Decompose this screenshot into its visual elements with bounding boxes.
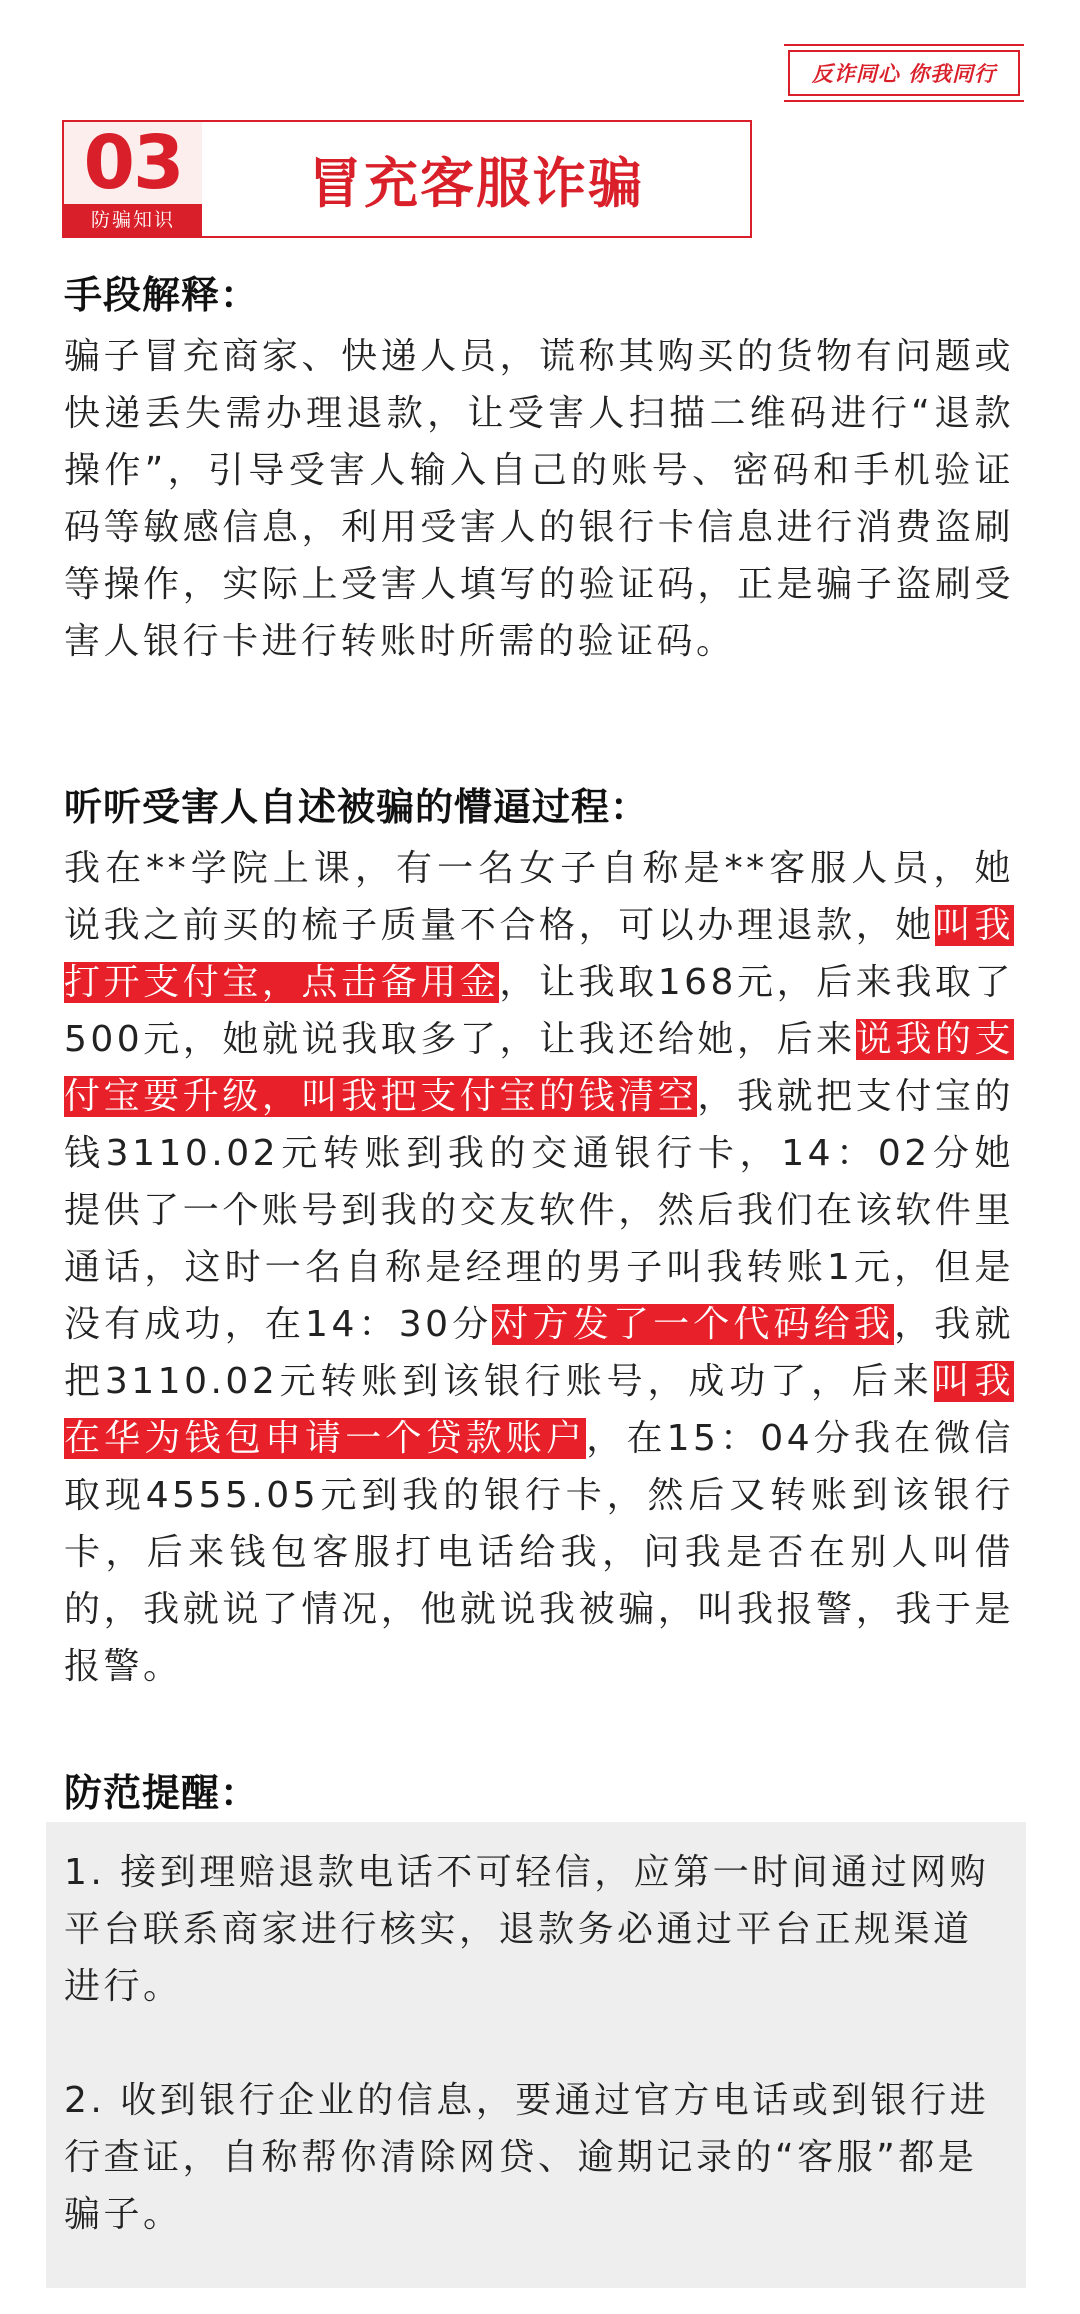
method-paragraph: 骗子冒充商家、快递人员，谎称其购买的货物有问题或快递丢失需办理退款，让受害人扫描二维码进行“退款操作”，引导受害人输入自己的账号、密码和手机验证码等敏感信息，利用受害人的银行卡信息进行消费盗刷等操作，实际上受害人填写的验证码，正是骗子盗刷受害人银行卡进行转账时所需的验证码。	[64, 336, 1014, 662]
story-text: 我在**学院上课，有一名女子自称是**客服人员，她说我之前买的梳子质量不合格，可以办理退款，她	[64, 848, 1014, 946]
victim-story-paragraph	[64, 840, 1014, 1695]
victim-story-heading: 听听受害人自述被骗的懵逼过程：	[64, 785, 650, 829]
story-text: ，我就把支付宝的钱3110.02元转账到我的交通银行卡，14：02分她提供了一个账号到我的交友软件，然后我们在该软件里通话，这时一名自称是经理的男子叫我转账1元，但是没有成功，在14：30分	[64, 1076, 1014, 1345]
story-highlight: 叫我打开支付宝，点击备用金	[64, 905, 1014, 1003]
story-text: ，在15：04分我在微信取现4555.05元到我的银行卡，然后又转账到该银行卡，后来钱包客服打电话给我，问我是否在别人叫借的，我就说了情况，他就说我被骗，叫我报警，我于是报警。	[64, 1418, 1014, 1687]
story-highlight: 叫我在华为钱包申请一个贷款账户	[64, 1361, 1014, 1459]
tip-item: 1. 接到理赔退款电话不可轻信，应第一时间通过网购平台联系商家进行核实，退款务必通过平台正规渠道进行。	[64, 1852, 990, 2007]
story-text: ，我就把3110.02元转账到该银行账号，成功了，后来	[64, 1304, 1014, 1402]
story-text: ，让我取168元，后来我取了500元，她就说我取多了，让我还给她，后来	[64, 962, 1014, 1060]
tip-item: 2. 收到银行企业的信息，要通过官方电话或到银行进行查证，自称帮你清除网贷、逾期记录的“客服”都是骗子。	[64, 2080, 990, 2235]
prevention-heading: 防范提醒：	[64, 1771, 260, 1815]
slogan-badge: 反诈同心 你我同行	[788, 50, 1020, 96]
title-banner	[62, 120, 752, 238]
section-number-block	[64, 122, 202, 236]
prevention-tips-box	[46, 1822, 1026, 2288]
section-number: 03	[64, 122, 202, 204]
story-highlight: 说我的支付宝要升级，叫我把支付宝的钱清空	[64, 1019, 1014, 1117]
page-title: 冒充客服诈骗	[308, 151, 644, 215]
method-heading: 手段解释：	[64, 273, 260, 317]
category-label: 防骗知识	[90, 209, 175, 231]
story-highlight: 对方发了一个代码给我	[492, 1304, 895, 1345]
